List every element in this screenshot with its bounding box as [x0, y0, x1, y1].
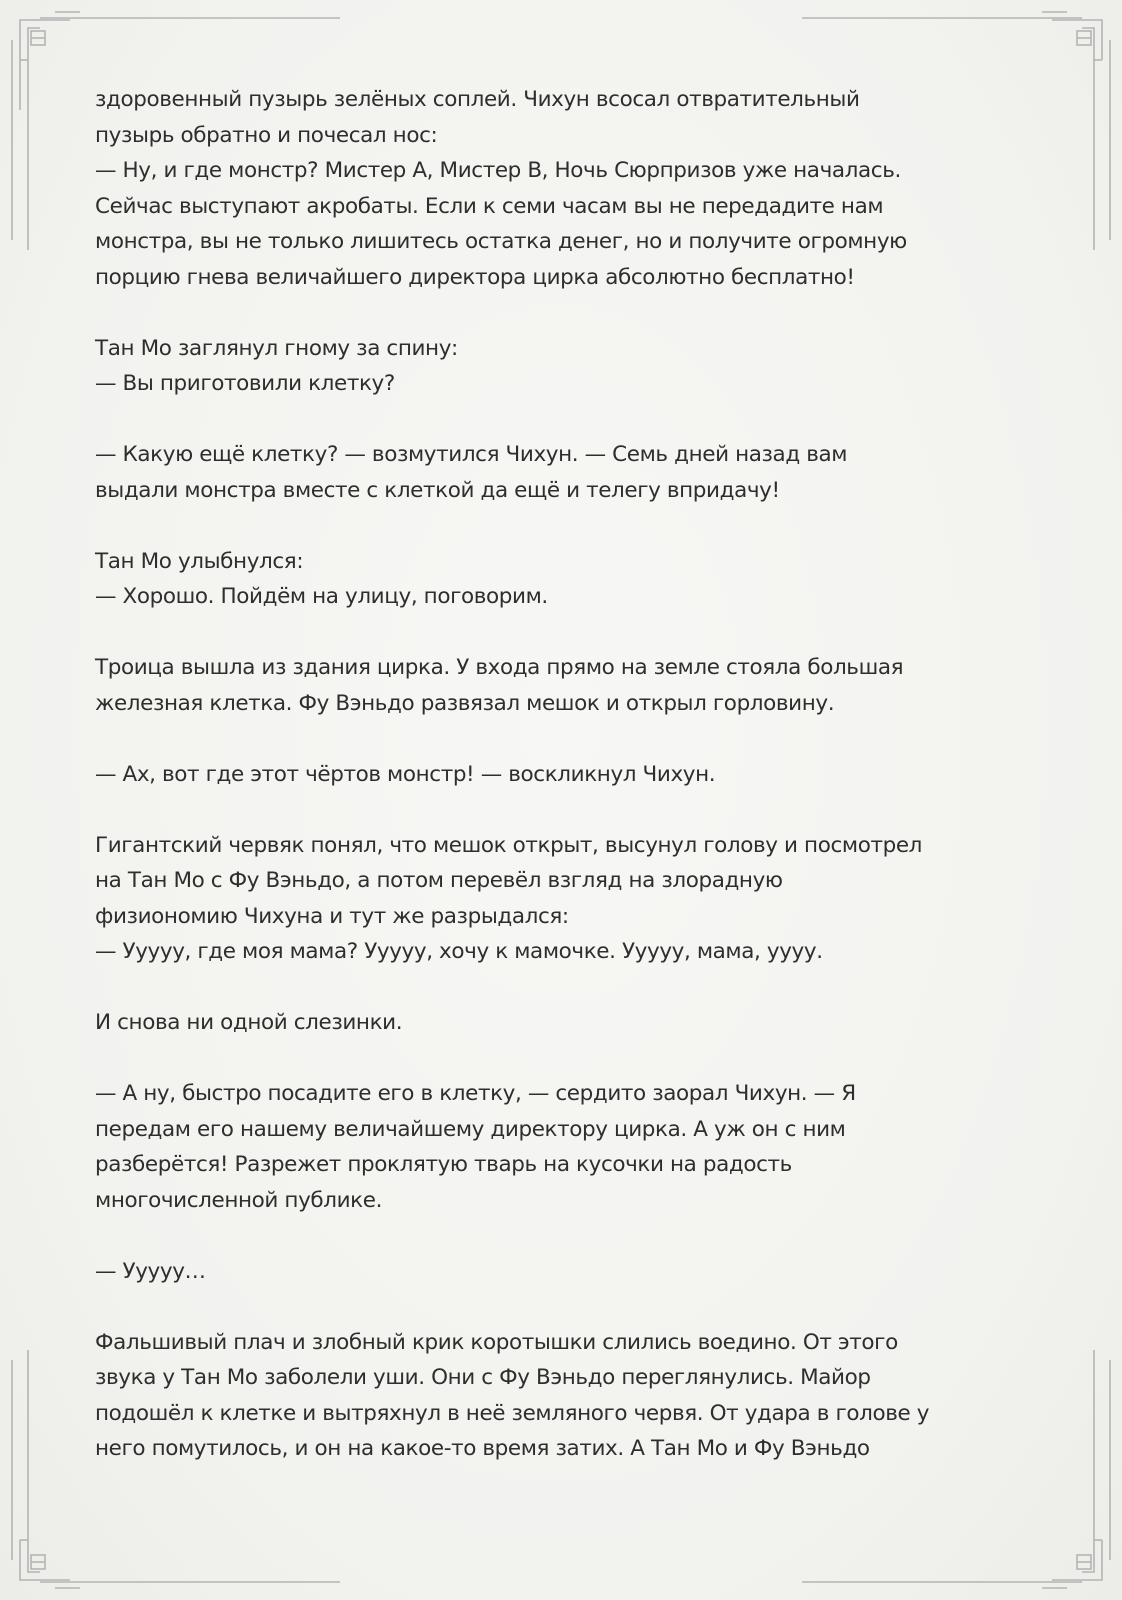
paragraph: Тан Мо улыбнулся: — Хорошо. Пойдём на улицу, поговорим.: [95, 548, 548, 609]
paragraph: Гигантский червяк понял, что мешок открыт, высунул голову и посмотрел на Тан Мо с Фу Вэньдо, а потом перевёл взгляд на злорадную физиономию Чихуна и тут же разрыдался: — Ууууу, где моя мама? Ууууу, хочу к мамочке. Ууууу, мама, уууу.: [95, 832, 923, 964]
paragraph: — А ну, быстро посадите его в клетку, — сердито заорал Чихун. — Я передам его нашему величайшему директору цирка. А уж он с ним разберётся! Разрежет проклятую тварь на кусочки на радость многочисленной публике.: [95, 1081, 856, 1213]
paragraph: — Ууууу…: [95, 1258, 206, 1284]
paragraph: — Какую ещё клетку? — возмутился Чихун. — Семь дней назад вам выдали монстра вместе с клеткой да ещё и телегу впридачу!: [95, 442, 848, 503]
text-body: [95, 82, 1025, 1467]
paragraph: Фальшивый плач и злобный крик коротышки слились воедино. От этого звука у Тан Мо заболели уши. Они с Фу Вэньдо переглянулись. Майор подошёл к клетке и вытряхнул в неё земляного червя. От удара в голове у него помутилось, и он на какое-то время затих. А Тан Мо и Фу Вэньдо: [95, 1329, 930, 1461]
paragraph: И снова ни одной слезинки.: [95, 1010, 403, 1035]
paragraph: Троица вышла из здания цирка. У входа прямо на земле стояла большая железная клетка. Фу Вэньдо развязал мешок и открыл горловину.: [95, 655, 904, 716]
paragraph: здоровенный пузырь зелёных соплей. Чихун всосал отвратительный пузырь обратно и почесал нос: — Ну, и где монстр? Мистер А, Мистер В, Ночь Сюрпризов уже началась. Сейчас выступают акробаты. Если к семи часам вы не передадите нам монстра, вы не только лишитесь остатка денег, но и получите огромную порцию гнева величайшего директора цирка абсолютно бесплатно!: [95, 87, 907, 290]
paragraph: — Ах, вот где этот чёртов монстр! — воскликнул Чихун.: [95, 761, 716, 787]
paragraph: Тан Мо заглянул гному за спину: — Вы приготовили клетку?: [95, 335, 458, 396]
